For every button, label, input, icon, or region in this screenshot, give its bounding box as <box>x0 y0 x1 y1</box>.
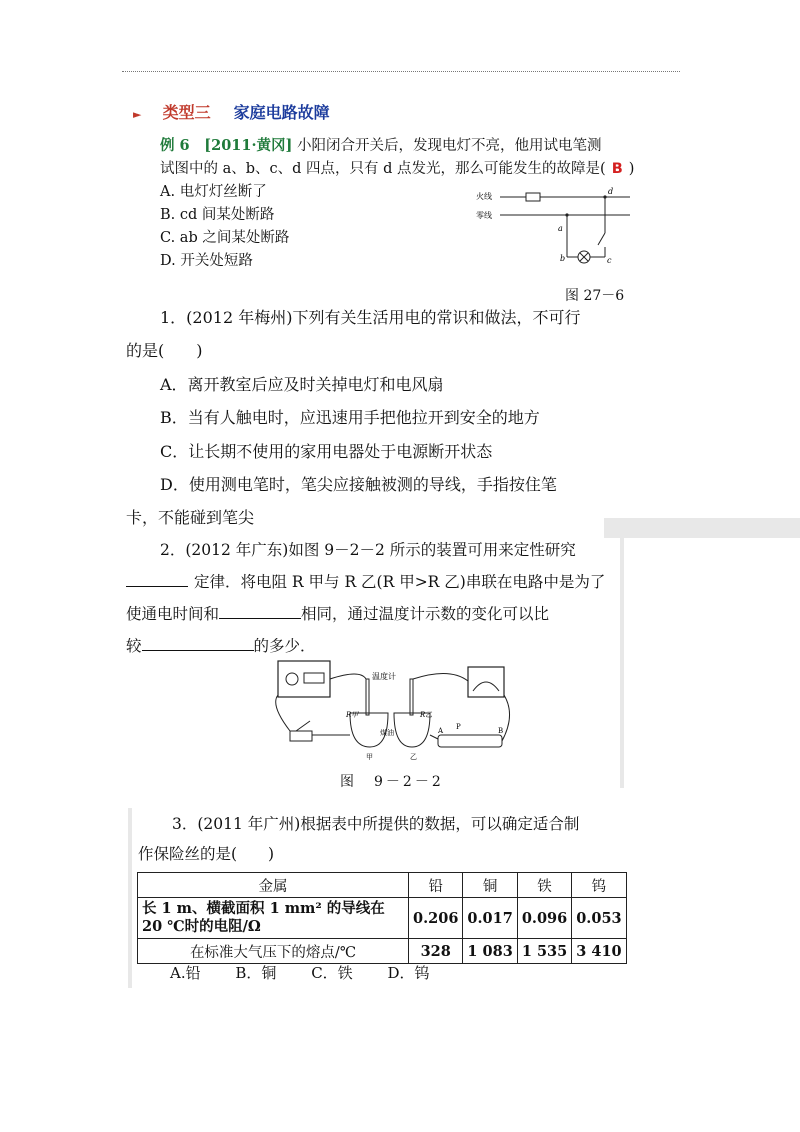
neutral-wire-label: 零线 <box>476 211 492 220</box>
switch <box>598 233 605 245</box>
example-text2: 试图中的 a、b、c、d 四点，只有 d 点发光，那么可能发生的故障是( <box>160 161 606 177</box>
table-header-cell: 钨 <box>572 873 626 898</box>
example-source: [2011·黄冈] <box>204 137 293 154</box>
point-d: d <box>608 187 614 196</box>
table-header-cell: 铁 <box>517 873 571 898</box>
point-a: a <box>558 224 563 233</box>
table-header-cell: 金属 <box>138 873 409 898</box>
q2-line4-before: 较 <box>126 637 142 655</box>
table-row <box>138 939 627 964</box>
table-cell: 0.053 <box>572 898 626 939</box>
rheostat-a: A <box>438 727 444 735</box>
section-header <box>133 100 330 123</box>
q1-option-b: B．当有人触电时，应迅速用手把他拉开到安全的地方 <box>160 408 540 427</box>
q2-line4-after: 的多少． <box>253 637 316 655</box>
q3-option-c: C．铁 <box>311 964 353 982</box>
example-label: 例 6 <box>160 137 190 154</box>
arrow-icon: ► <box>133 108 142 121</box>
kerosene-label: 煤油 <box>380 729 394 737</box>
table-cell: 1 083 <box>463 939 517 964</box>
live-wire-label: 火线 <box>476 192 492 201</box>
table-row-label: 在标准大气压下的熔点/℃ <box>138 939 409 964</box>
q2-line1: 2．(2012 年广东)如图 9－2－2 所示的装置可用来定性研究 <box>160 541 576 559</box>
point-b: b <box>560 254 566 263</box>
type-label: 类型三 <box>162 103 211 122</box>
thermometer-label: 温度计 <box>372 672 396 681</box>
rheostat-p: P <box>456 723 461 731</box>
example-line2 <box>160 158 655 181</box>
table-row-label-line2: 20 ℃时的电阻/Ω <box>142 918 261 935</box>
q2-blank3[interactable] <box>142 634 254 651</box>
example-text2-close: ) <box>628 161 635 177</box>
table-row-label <box>138 898 409 939</box>
q1-option-a: A．离开教室后应及时关掉电灯和电风扇 <box>160 375 444 394</box>
table-header-row <box>138 873 627 898</box>
yi-label: 乙 <box>410 753 417 761</box>
table-cell: 3 410 <box>572 939 626 964</box>
example-text1: 小阳闭合开关后，发现电灯不亮，他用试电笔测 <box>297 138 602 154</box>
q3-option-d: D．钨 <box>387 964 430 982</box>
q1-option-c: C．让长期不使用的家用电器处于电源断开状态 <box>160 442 493 461</box>
q1-option-d-line2: 卡，不能碰到笔尖 <box>126 508 255 527</box>
q1-stem-line1: 1．(2012 年梅州)下列有关生活用电的常识和做法，不可行 <box>160 308 581 327</box>
r-jia-label: R甲 <box>346 711 359 719</box>
q2-blank2[interactable] <box>219 602 301 619</box>
q3-option-b: B．铜 <box>235 964 277 982</box>
r-yi-label: R乙 <box>420 711 433 719</box>
q3-options <box>170 962 430 983</box>
table-cell: 0.017 <box>463 898 517 939</box>
metal-data-table <box>137 872 627 964</box>
example-line1 <box>160 134 655 158</box>
q3-stem-line2: 作保险丝的是( ) <box>138 845 275 863</box>
example-option-a: A. 电灯灯丝断了 <box>160 184 267 200</box>
q3-option-a: A.铅 <box>170 964 201 982</box>
q1-stem-line2: 的是( ) <box>126 341 203 360</box>
example-option-c: C. ab 之间某处断路 <box>160 230 290 246</box>
example-option-b: B. cd 间某处断路 <box>160 207 275 223</box>
table-row-label-line1: 长 1 m、横截面积 1 mm² 的导线在 <box>142 900 385 917</box>
example-6 <box>160 134 655 181</box>
top-divider <box>122 71 680 72</box>
q2-line3 <box>126 598 626 630</box>
figure-27-6-caption: 图 27－6 <box>565 288 625 304</box>
table-cell: 0.206 <box>409 898 463 939</box>
table-cell: 328 <box>409 939 463 964</box>
example-answer: B <box>611 161 623 177</box>
point-c: c <box>607 256 612 265</box>
table-header-cell: 铜 <box>463 873 517 898</box>
fuse <box>526 193 540 201</box>
table-cell: 1 535 <box>517 939 571 964</box>
jia-label: 甲 <box>366 753 373 761</box>
q2-line2-text: 定律．将电阻 R 甲与 R 乙(R 甲>R 乙)串联在电路中是为了 <box>194 573 606 591</box>
q2-line2 <box>126 566 626 598</box>
q2-blank1[interactable] <box>126 570 188 587</box>
table-cell: 0.096 <box>517 898 571 939</box>
switch-knife <box>290 731 312 741</box>
table-row <box>138 898 627 939</box>
q2-line3-after: 相同，通过温度计示数的变化可以比 <box>301 605 550 623</box>
table-header-cell: 铅 <box>409 873 463 898</box>
joule-apparatus-diagram <box>270 655 520 770</box>
q2-line3-before: 使通电时间和 <box>126 605 220 623</box>
figure-9-2-2-caption: 图 9－2－2 <box>340 774 444 790</box>
example-option-d: D. 开关处短路 <box>160 253 253 269</box>
q1-option-d-line1: D．使用测电笔时，笔尖应接触被测的导线，手指按住笔 <box>160 475 557 494</box>
rheostat <box>438 735 502 747</box>
q3-stem-line1: 3．(2011 年广州)根据表中所提供的数据，可以确定适合制 <box>172 815 580 833</box>
rheostat-b: B <box>498 727 504 735</box>
type-title: 家庭电路故障 <box>233 103 330 122</box>
circuit-diagram <box>470 185 640 270</box>
